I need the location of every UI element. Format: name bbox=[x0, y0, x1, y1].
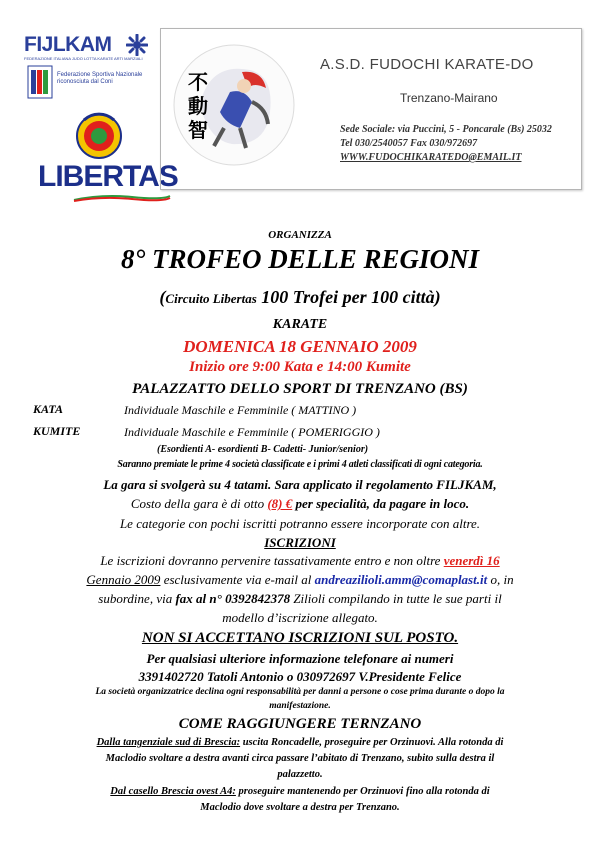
directions-2-text: proseguire mantenendo per Orzinuovi fino alla rotonda di bbox=[235, 786, 490, 797]
venue: PALAZZATTO DELLO SPORT DI TRENZANO (BS) bbox=[132, 381, 468, 397]
kumite-description: Individuale Maschile e Femminile ( POMERIGGIO ) bbox=[124, 425, 380, 439]
iscrizioni-line-2 bbox=[0, 572, 600, 588]
iscrizioni-or-text: o, in bbox=[487, 572, 514, 587]
subtitle-circuit: Circuito Libertas bbox=[165, 291, 257, 306]
club-name: A.S.D. FUDOCHI KARATE-DO bbox=[320, 56, 534, 73]
fijlkam-logo-text: FIJLKAM bbox=[24, 33, 112, 56]
categories-note: (Esordienti A- esordienti B- Cadetti- Junior/senior) bbox=[157, 444, 369, 455]
page-title: 8° TROFEO DELLE REGIONI bbox=[120, 244, 480, 274]
cost-per-specialty: per specialità, da pagare in loco. bbox=[292, 496, 470, 511]
iscrizioni-heading: ISCRIZIONI bbox=[264, 535, 336, 550]
kata-label: KATA bbox=[33, 402, 64, 416]
directions-1-origin: Dalla tangenziale sud di Brescia: bbox=[96, 737, 241, 748]
iscrizioni-deadline-text: Le iscrizioni dovranno pervenire tassativamente entro e non oltre bbox=[100, 553, 444, 568]
directions-2-line-2: Maclodio dove svoltare a destra per Trenzano. bbox=[200, 802, 400, 813]
organizza-label: ORGANIZZA bbox=[268, 229, 332, 241]
cost-line bbox=[0, 496, 600, 512]
club-website-line bbox=[340, 152, 522, 163]
info-line-2: 3391402720 Tatoli Antonio o 030972697 V.Presidente Felice bbox=[138, 669, 462, 684]
kata-description: Individuale Maschile e Femminile ( MATTINO ) bbox=[124, 403, 357, 417]
subtitle-trophies: 100 Trofei per 100 città) bbox=[256, 287, 441, 307]
coni-rings-icon bbox=[26, 64, 54, 100]
federazione-text bbox=[57, 72, 142, 86]
disclaimer-line-2: manifestazione. bbox=[269, 701, 331, 711]
directions-1-line-1 bbox=[0, 737, 600, 748]
directions-1-line-2: Maclodio svoltare a destra avanti circa passare l’abitato di Trenzano, subito sulla destra il bbox=[105, 753, 495, 764]
iscrizioni-deadline-month: Gennaio 2009 bbox=[86, 572, 161, 587]
directions-2-line-1 bbox=[0, 786, 600, 797]
disclaimer-line-1: La società organizzatrice declina ogni responsabilità per danni a persone o cose prima durante o dopo la bbox=[95, 687, 505, 697]
iscrizioni-form-text: Zilioli compilando in tutte le sue parti il bbox=[290, 591, 502, 606]
emblem-kanji: 不動智 bbox=[188, 70, 208, 142]
kumite-label: KUMITE bbox=[33, 424, 81, 438]
iscrizioni-fax-number: fax al n° 0392842378 bbox=[175, 591, 291, 606]
libertas-flag-stripe-icon bbox=[72, 194, 172, 202]
iscrizioni-line-4: modello d’iscrizione allegato. bbox=[222, 610, 378, 625]
subtitle bbox=[0, 287, 600, 308]
iscrizioni-line-1 bbox=[0, 553, 600, 569]
federazione-line-1: Federazione Sportiva Nazionale bbox=[57, 72, 143, 78]
rules-note: La gara si svolgerà su 4 tatami. Sara applicato il regolamento FILJKAM, bbox=[103, 477, 497, 492]
directions-1-text: uscita Roncadelle, proseguire per Orzinuovi. Alla rotonda di bbox=[240, 737, 504, 748]
event-date: DOMENICA 18 GENNAIO 2009 bbox=[183, 337, 417, 356]
federazione-line-2: riconosciuta dal Coni bbox=[57, 79, 113, 85]
fijlkam-emblem-icon bbox=[126, 34, 148, 56]
cost-amount: (8) € bbox=[267, 496, 293, 511]
iscrizioni-deadline-day: venerdì 16 bbox=[443, 553, 500, 568]
club-website-link[interactable]: WWW.FUDOCHIKARATEDO@EMAIL.IT bbox=[340, 152, 522, 163]
subtitle-paren: ( bbox=[159, 287, 166, 307]
prizes-note: Saranno premiate le prime 4 società classificate e i primi 4 atleti classificati di ogni categoria. bbox=[117, 459, 483, 470]
centro-nazionale-emblem-icon bbox=[70, 106, 128, 162]
iscrizioni-email-link[interactable]: andreazilioli.amm@comaplast.it bbox=[314, 572, 488, 587]
club-phone: Tel 030/2540057 Fax 030/972697 bbox=[340, 138, 478, 149]
start-times: Inizio ore 9:00 Kata e 14:00 Kumite bbox=[189, 359, 411, 375]
directions-1-line-3: palazzetto. bbox=[277, 769, 323, 780]
cost-text: Costo della gara è di otto bbox=[130, 496, 268, 511]
discipline-label: KARATE bbox=[272, 317, 328, 332]
iscrizioni-email-text: esclusivamente via e-mail al bbox=[160, 572, 315, 587]
iscrizioni-line-3 bbox=[0, 591, 600, 607]
iscrizioni-fax-text: subordine, via bbox=[98, 591, 176, 606]
info-line-1: Per qualsiasi ulteriore informazione telefonare ai numeri bbox=[146, 651, 454, 666]
club-address: Sede Sociale: via Puccini, 5 - Poncarale (Bs) 25032 bbox=[340, 124, 552, 135]
merge-note: Le categorie con pochi iscritti potranno essere incorporate con altre. bbox=[119, 516, 481, 531]
directions-2-origin: Dal casello Brescia ovest A4: bbox=[110, 786, 236, 797]
libertas-logo-text: LIBERTAS bbox=[38, 160, 178, 193]
no-onsite-registration: NON SI ACCETTANO ISCRIZIONI SUL POSTO. bbox=[141, 630, 459, 646]
fijlkam-subtitle: FEDERAZIONE ITALIANA JUDO LOTTA KARATE ARTI MARZIALI bbox=[24, 56, 143, 61]
directions-heading: COME RAGGIUNGERE TERNZANO bbox=[178, 716, 422, 732]
club-town: Trenzano-Mairano bbox=[400, 91, 498, 105]
